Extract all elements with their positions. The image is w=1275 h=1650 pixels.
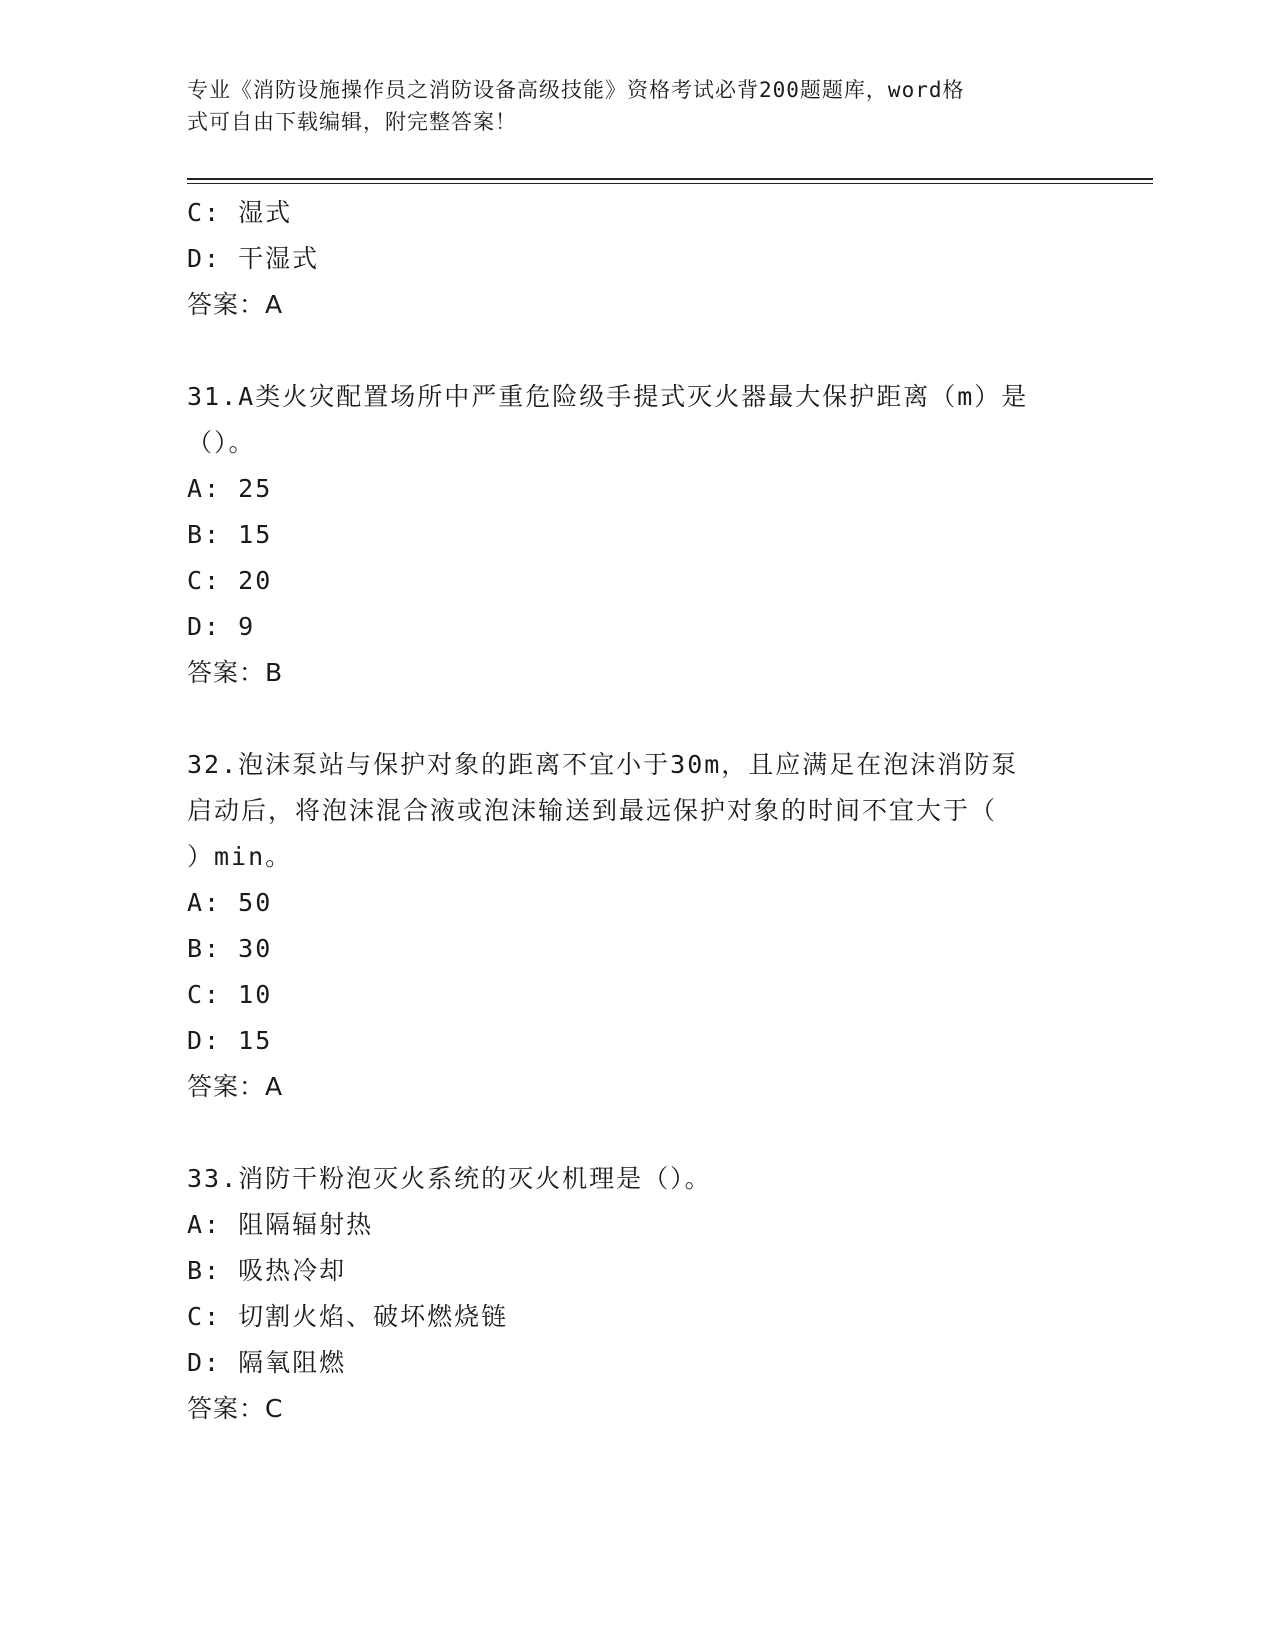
option-a	[187, 1202, 1087, 1248]
option-d	[187, 1018, 1087, 1064]
question-text-line: 启动后，将泡沫混合液或泡沫输送到最远保护对象的时间不宜大于（	[187, 796, 998, 825]
option-text: 15	[238, 1026, 273, 1055]
answer-line: 答案：C	[187, 1394, 284, 1423]
option-b	[187, 1248, 1087, 1294]
option-text: 干湿式	[238, 244, 320, 273]
question-list	[187, 190, 1087, 1432]
option-text: 10	[238, 980, 273, 1009]
option-text: 25	[238, 474, 273, 503]
question-31	[187, 374, 1087, 696]
option-text: 9	[238, 612, 256, 641]
header-line-1: 专业《消防设施操作员之消防设备高级技能》资格考试必背200题题库，word格	[187, 78, 965, 102]
option-c	[187, 190, 1087, 236]
option-d	[187, 604, 1087, 650]
option-label: A:	[187, 1210, 222, 1239]
question-text-line: 31.A类火灾配置场所中严重危险级手提式灭火器最大保护距离（m）是	[187, 382, 1029, 411]
option-text: 吸热冷却	[238, 1256, 347, 1285]
option-label: D:	[187, 1026, 222, 1055]
option-label: B:	[187, 934, 222, 963]
option-label: A:	[187, 888, 222, 917]
option-text: 15	[238, 520, 273, 549]
question-text-line: （）。	[187, 428, 256, 457]
question-text	[187, 742, 1087, 880]
option-c	[187, 1294, 1087, 1340]
header-line-2: 式可自由下载编辑，附完整答案！	[187, 110, 517, 134]
prev-question-tail	[187, 190, 1087, 328]
option-text: 20	[238, 566, 273, 595]
option-label: C:	[187, 566, 222, 595]
question-text-line: 33.消防干粉泡灭火系统的灭火机理是（）。	[187, 1164, 712, 1193]
option-c	[187, 558, 1087, 604]
document-header	[187, 74, 1067, 138]
option-b	[187, 926, 1087, 972]
answer-line: 答案：B	[187, 658, 284, 687]
answer-line: 答案：A	[187, 290, 284, 319]
option-label: D:	[187, 244, 222, 273]
question-text	[187, 1156, 1087, 1202]
question-33	[187, 1156, 1087, 1432]
option-d	[187, 1340, 1087, 1386]
question-text	[187, 374, 1087, 466]
option-text: 50	[238, 888, 273, 917]
option-a	[187, 880, 1087, 926]
option-d	[187, 236, 1087, 282]
option-text: 阻隔辐射热	[238, 1210, 374, 1239]
option-text: 隔氧阻燃	[238, 1348, 347, 1377]
option-b	[187, 512, 1087, 558]
option-label: B:	[187, 520, 222, 549]
option-c	[187, 972, 1087, 1018]
option-text: 湿式	[238, 198, 293, 227]
option-text: 30	[238, 934, 273, 963]
option-label: D:	[187, 612, 222, 641]
question-32	[187, 742, 1087, 1110]
header-divider-thick	[187, 178, 1153, 180]
question-text-line: 32.泡沫泵站与保护对象的距离不宜小于30m，且应满足在泡沫消防泵	[187, 750, 1019, 779]
question-text-line: ）min。	[187, 842, 293, 871]
option-a	[187, 466, 1087, 512]
option-label: D:	[187, 1348, 222, 1377]
option-label: C:	[187, 198, 222, 227]
option-label: B:	[187, 1256, 222, 1285]
option-label: C:	[187, 980, 222, 1009]
option-label: A:	[187, 474, 222, 503]
option-label: C:	[187, 1302, 222, 1331]
option-text: 切割火焰、破坏燃烧链	[238, 1302, 509, 1331]
answer-line: 答案：A	[187, 1072, 284, 1101]
header-divider-thin	[187, 183, 1153, 184]
